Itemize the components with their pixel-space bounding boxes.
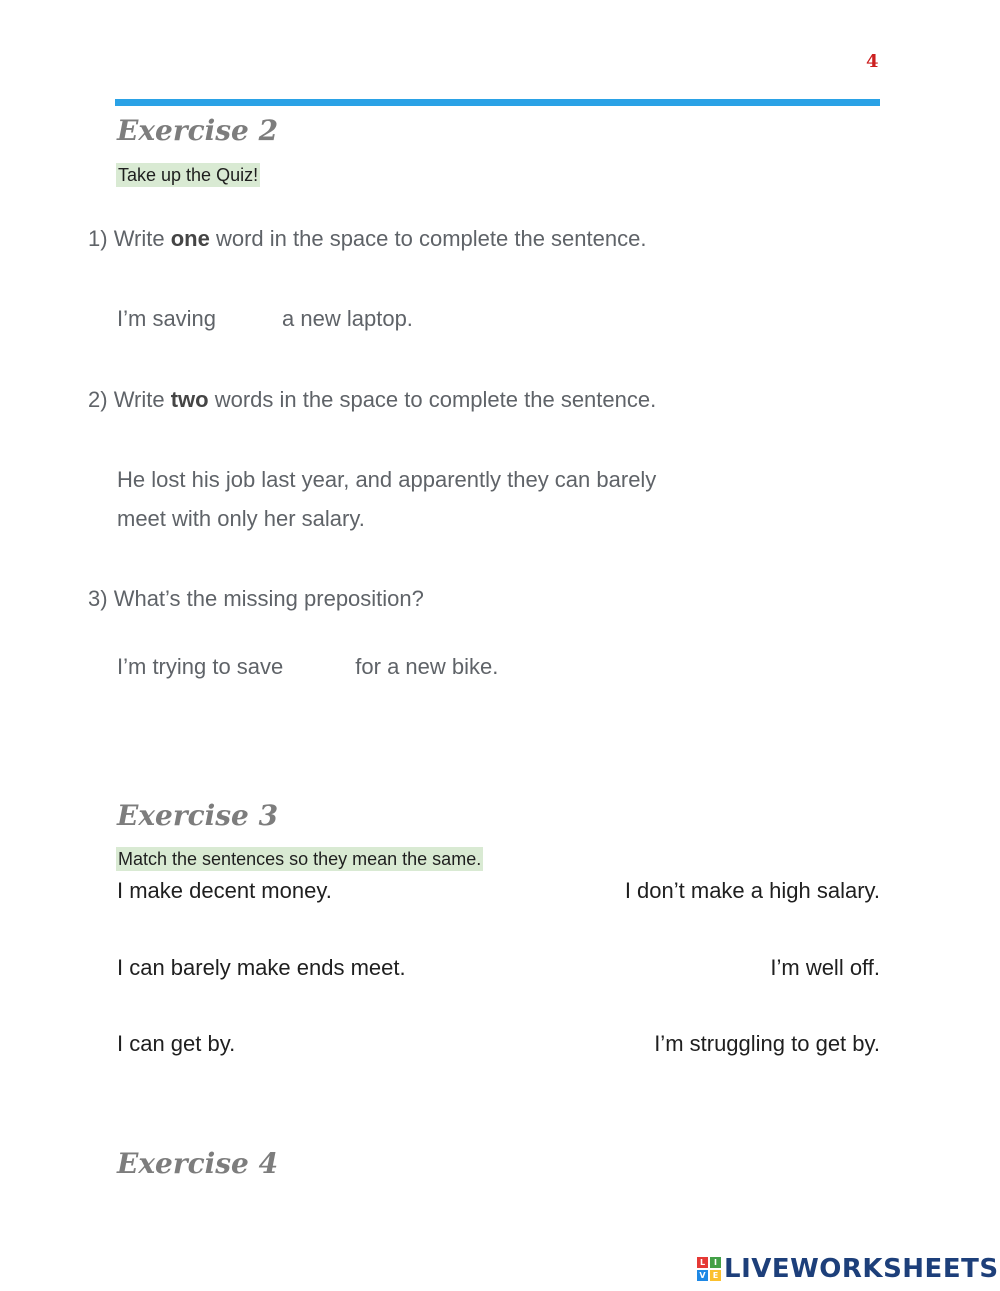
logo-text: LIVEWORKSHEETS xyxy=(724,1254,999,1284)
question-1-bold: one xyxy=(170,226,210,251)
question-3-number: 3) xyxy=(88,586,108,611)
logo-cell-e: E xyxy=(710,1270,721,1281)
match-left-3[interactable]: I can get by. xyxy=(117,1031,236,1056)
header-divider xyxy=(115,99,880,106)
exercise-3-title: Exercise 3 xyxy=(117,799,279,832)
logo-cell-l: L xyxy=(697,1257,708,1268)
exercise-2-instruction: Take up the Quiz! xyxy=(118,165,259,185)
question-3 xyxy=(88,585,424,613)
sentence-1-after: a new laptop. xyxy=(282,306,413,331)
sentence-2-line-2: meet with only her salary. xyxy=(117,506,365,531)
match-right-3[interactable]: I’m struggling to get by. xyxy=(654,1031,880,1056)
question-2-number: 2) xyxy=(88,387,108,412)
sentence-1 xyxy=(117,305,413,333)
liveworksheets-logo xyxy=(697,1254,999,1284)
exercise-2-title: Exercise 2 xyxy=(117,114,279,147)
question-3-text: What’s the missing preposition? xyxy=(113,586,424,611)
question-2 xyxy=(88,386,656,414)
match-left-1[interactable]: I make decent money. xyxy=(117,878,332,903)
question-2-bold: two xyxy=(170,387,209,412)
sentence-2-line-1: He lost his job last year, and apparently they can barely xyxy=(117,467,657,492)
question-1-post: word in the space to complete the sentence. xyxy=(209,226,647,251)
question-2-post: words in the space to complete the sentence. xyxy=(208,387,657,412)
page-number: 4 xyxy=(866,51,879,72)
exercise-4-title: Exercise 4 xyxy=(117,1147,279,1180)
sentence-1-before: I’m saving xyxy=(117,306,217,331)
exercise-3-instruction: Match the sentences so they mean the same. xyxy=(118,849,482,869)
logo-cell-v: V xyxy=(697,1270,708,1281)
question-1-pre: Write xyxy=(113,226,171,251)
question-2-pre: Write xyxy=(113,387,171,412)
logo-cell-i: I xyxy=(710,1257,721,1268)
logo-grid-icon xyxy=(697,1257,721,1281)
sentence-3-before: I’m trying to save xyxy=(117,654,284,679)
match-left-2[interactable]: I can barely make ends meet. xyxy=(117,955,406,980)
sentence-3 xyxy=(117,653,498,681)
answer-blank-2[interactable] xyxy=(718,466,868,494)
match-right-2[interactable]: I’m well off. xyxy=(770,955,880,980)
question-1 xyxy=(88,225,646,253)
sentence-3-after: for a new bike. xyxy=(355,654,499,679)
question-1-number: 1) xyxy=(88,226,108,251)
match-right-1[interactable]: I don’t make a high salary. xyxy=(624,878,880,903)
